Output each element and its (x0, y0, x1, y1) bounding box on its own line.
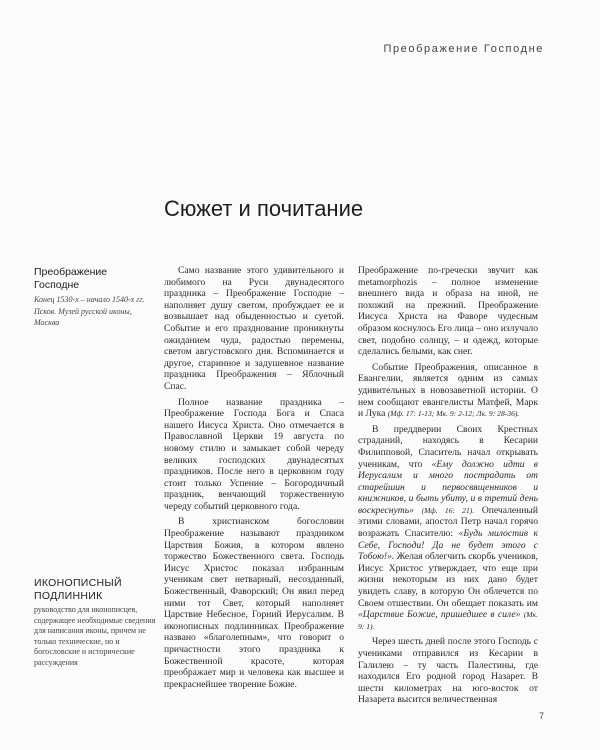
paragraph-text: Событие Преображения, описанное в Евангелии, является одним из самых удивительных в новозаветной истории. О нем сообщают евангелисты Матфей, Марк и Лука (358, 361, 538, 420)
running-head: Преображение Господне (383, 43, 544, 55)
paragraph: Через шесть дней после этого Господь с учениками отправился из Кесарии в Галилею – ту часть Палестины, где находился Его родной город Назарет. В шести километрах на юго-восток от Назарета высится величественная (358, 636, 538, 706)
paragraph-text: В преддверии Своих Крестных страданий, находясь в Кесарии Филипповой, Спаситель начал открывать ученикам, что (358, 423, 538, 470)
text-column-right (358, 265, 538, 710)
page-number: 7 (538, 711, 544, 721)
paragraph (358, 362, 538, 420)
glossary-term: ИКОНОПИСНЫЙ ПОДЛИННИК (34, 577, 122, 602)
caption-title: Преображение Господне (34, 266, 108, 291)
image-caption (34, 266, 152, 329)
scripture-reference: (Мф. 17: 1-13; Мк. 9: 2-12; Лк. 9: 28-36). (387, 409, 520, 419)
text-column-left (164, 265, 344, 694)
paragraph-text: Желая облегчить скорбь учеников, Иисус Христос утверждает, что еще при жизни некоторым из них дано будет увидеть славу, в которую Он облечется по Своем отшествии. Он обещает показать им (358, 551, 539, 609)
section-title: Сюжет и почитание (164, 196, 364, 221)
caption-text: Конец 1530-х – начало 1540-х гг. Псков. Музей русской иконы, Москва (34, 295, 145, 327)
paragraph: В христианском богословии Преображение называют праздником Царствия Божия, в котором явлено торжество Божественного света. Господь Иисус Христос показал избранным ученикам свет нетварный, несозданный, Божественный, Фаворский; Он явил перед ними тот Свет, который наполняет Царствие Небесное, Горний Иерусалим. В иконописных подлинниках Преображение названо «благолепным», что говорит о причастности этого праздника к Божественной красоте, которая преображает мир и человека как высшее и прекраснейшее творение Божие. (164, 516, 344, 690)
glossary-definition: руководство для иконописцев, содержащее необходимые сведения для написания иконы, причем не только технические, но и богословские и исторические рассуждения (34, 605, 156, 667)
paragraph-text: Опечаленный этими словами, апостол Петр начал горячо возражать Спасителю: (358, 504, 538, 540)
scripture-quote: «Будь милостив к Себе, Господи! Да не будет этого с Тобою!». (358, 528, 538, 563)
paragraph: Само название этого удивительного и любимого на Руси двунадесятого праздника – Преображение Господне – наполняет душу светом, пробуждает ее и возвышает над обыденностью и суетой. Событие и его празднование проникнуты ожиданием чуда, радостью перемены, светом августовского дня. Вспоминается и другое, старинное и задушевное название праздника Преображения – Яблочный Спас. (164, 265, 344, 392)
paragraph: Полное название праздника – Преображение Господа Бога и Спаса нашего Иисуса Христа. Оно отмечается в Православной Церкви 19 августа по новому стилю и замыкает собой череду великих господских двунадесятых праздников. После него в церковном году стоит только Успение – Богородичный праздник, венчающий торжественную череду событий церковного года. (164, 396, 344, 512)
paragraph (358, 424, 538, 633)
glossary-note (34, 577, 158, 668)
scripture-reference: (Мк. 9: 1). (358, 610, 538, 631)
scripture-reference: (Мф. 16: 21). (421, 505, 475, 515)
scripture-quote: «Царствие Божие, пришедшее в силе» (358, 609, 521, 621)
scripture-quote: «Ему должно идти в Иерусалим и много пострадать от старейшин и первосвященников и книжников, и быть убиту, и в третий день воскреснуть» (358, 458, 538, 516)
paragraph: Преображение по-гречески звучит как metamorphozis – полное изменение внешнего вида и образа на иной, не похожий на прежний. Преображение Иисуса Христа на Фаворе чудесным образом коснулось Его лица – оно излучало свет, подобно солнцу, – и одежд, которые сделались белыми, как снег. (358, 265, 538, 358)
